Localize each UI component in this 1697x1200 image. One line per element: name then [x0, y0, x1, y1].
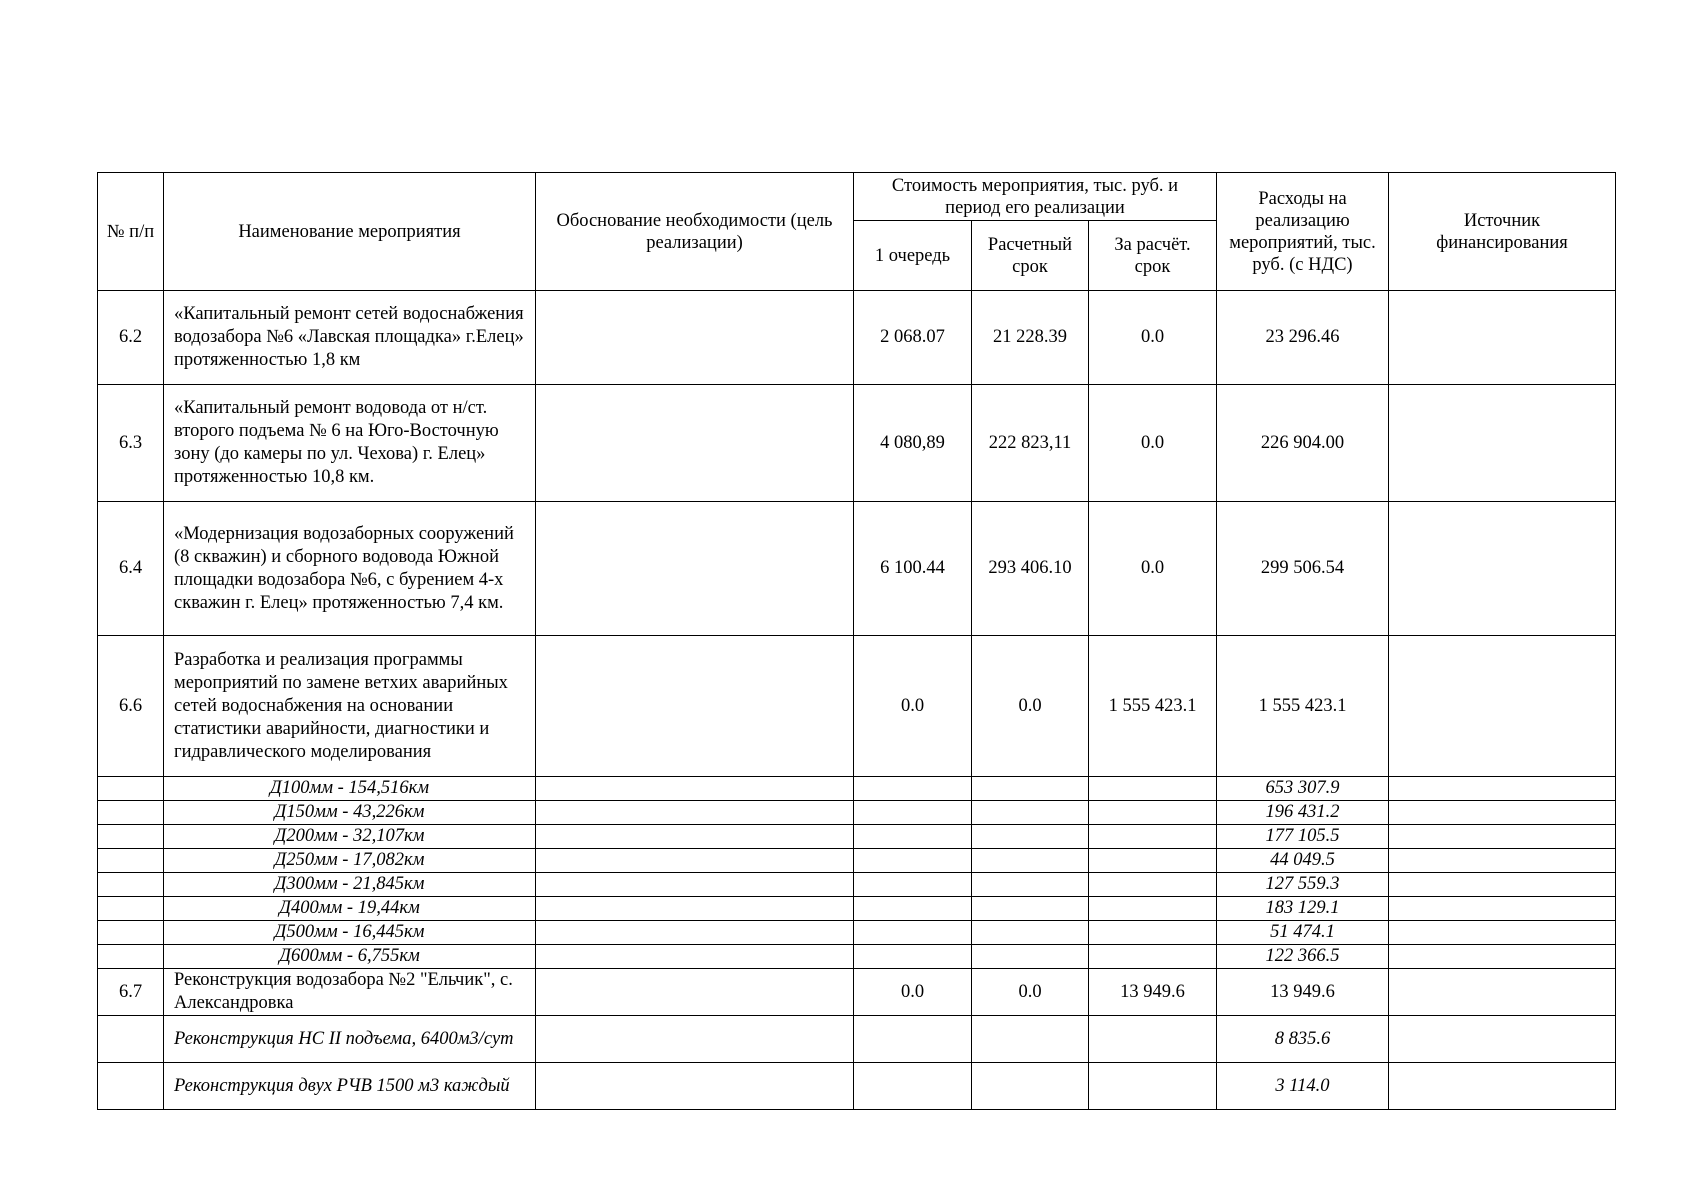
pipe-expenses: 44 049.5 [1217, 849, 1389, 873]
row-expenses: 23 296.46 [1217, 291, 1389, 385]
table-row [98, 291, 1616, 385]
row-beyond: 0.0 [1089, 385, 1217, 502]
pipe-expenses: 51 474.1 [1217, 921, 1389, 945]
row-source [1389, 291, 1616, 385]
table-row [98, 636, 1616, 777]
row-stage1: 4 080,89 [854, 385, 972, 502]
row-calc: 0.0 [972, 636, 1089, 777]
row-calc: 21 228.39 [972, 291, 1089, 385]
row-name: «Капитальный ремонт водовода от н/ст. второго подъема № 6 на Юго-Восточную зону (до камеры по ул. Чехова) г. Елец» протяженностью 10,8 км. [164, 385, 536, 502]
pipe-name: Д150мм - 43,226км [164, 801, 536, 825]
row-justification [536, 291, 854, 385]
header-calc: Расчетный срок [972, 221, 1089, 291]
pipe-row [98, 945, 1616, 969]
pipe-row [98, 921, 1616, 945]
row-expenses: 226 904.00 [1217, 385, 1389, 502]
pipe-name: Д250мм - 17,082км [164, 849, 536, 873]
subitem-row [98, 1063, 1616, 1110]
subitem-name: Реконструкция двух РЧВ 1500 м3 каждый [164, 1063, 536, 1110]
row-expenses: 1 555 423.1 [1217, 636, 1389, 777]
table-row [98, 502, 1616, 636]
measures-table [97, 172, 1616, 1110]
header-source: Источник финансирования [1389, 173, 1616, 291]
header-expenses: Расходы на реализацию мероприятий, тыс. руб. (с НДС) [1217, 173, 1389, 291]
row-justification [536, 969, 854, 1016]
subitem-row [98, 1016, 1616, 1063]
pipe-expenses: 653 307.9 [1217, 777, 1389, 801]
table-row [98, 969, 1616, 1016]
row-expenses: 13 949.6 [1217, 969, 1389, 1016]
header-row [98, 173, 1616, 221]
pipe-name: Д200мм - 32,107км [164, 825, 536, 849]
pipe-name: Д500мм - 16,445км [164, 921, 536, 945]
row-justification [536, 385, 854, 502]
header-cost-group: Стоимость мероприятия, тыс. руб. и период его реализации [854, 173, 1217, 221]
row-stage1: 0.0 [854, 969, 972, 1016]
row-num: 6.3 [98, 385, 164, 502]
row-stage1: 2 068.07 [854, 291, 972, 385]
pipe-expenses: 183 129.1 [1217, 897, 1389, 921]
subitem-expenses: 3 114.0 [1217, 1063, 1389, 1110]
row-num: 6.7 [98, 969, 164, 1016]
pipe-expenses: 177 105.5 [1217, 825, 1389, 849]
row-stage1: 6 100.44 [854, 502, 972, 636]
header-justification: Обоснование необходимости (цель реализации) [536, 173, 854, 291]
row-name: Разработка и реализация программы мероприятий по замене ветхих аварийных сетей водоснабжения на основании статистики аварийности, диагностики и гидравлического моделирования [164, 636, 536, 777]
row-beyond: 13 949.6 [1089, 969, 1217, 1016]
row-source [1389, 385, 1616, 502]
header-stage1: 1 очередь [854, 221, 972, 291]
pipe-row [98, 897, 1616, 921]
pipe-name: Д100мм - 154,516км [164, 777, 536, 801]
pipe-row [98, 849, 1616, 873]
subitem-name: Реконструкция НС II подъема, 6400м3/сут [164, 1016, 536, 1063]
pipe-row [98, 873, 1616, 897]
row-beyond: 0.0 [1089, 291, 1217, 385]
pipe-expenses: 196 431.2 [1217, 801, 1389, 825]
subitem-expenses: 8 835.6 [1217, 1016, 1389, 1063]
header-num: № п/п [98, 173, 164, 291]
pipe-name: Д300мм - 21,845км [164, 873, 536, 897]
pipe-row [98, 777, 1616, 801]
row-calc: 222 823,11 [972, 385, 1089, 502]
row-beyond: 0.0 [1089, 502, 1217, 636]
row-num: 6.6 [98, 636, 164, 777]
row-calc: 0.0 [972, 969, 1089, 1016]
row-source [1389, 502, 1616, 636]
table-row [98, 385, 1616, 502]
row-expenses: 299 506.54 [1217, 502, 1389, 636]
pipe-expenses: 122 366.5 [1217, 945, 1389, 969]
row-calc: 293 406.10 [972, 502, 1089, 636]
pipe-row [98, 801, 1616, 825]
row-justification [536, 636, 854, 777]
row-num: 6.4 [98, 502, 164, 636]
pipe-name: Д600мм - 6,755км [164, 945, 536, 969]
pipe-expenses: 127 559.3 [1217, 873, 1389, 897]
row-beyond: 1 555 423.1 [1089, 636, 1217, 777]
row-source [1389, 636, 1616, 777]
pipe-row [98, 825, 1616, 849]
header-name: Наименование мероприятия [164, 173, 536, 291]
row-num: 6.2 [98, 291, 164, 385]
row-justification [536, 502, 854, 636]
pipe-name: Д400мм - 19,44км [164, 897, 536, 921]
row-name: Реконструкция водозабора №2 "Ельчик", с. Александровка [164, 969, 536, 1016]
row-source [1389, 969, 1616, 1016]
header-beyond: За расчёт. срок [1089, 221, 1217, 291]
row-stage1: 0.0 [854, 636, 972, 777]
row-name: «Капитальный ремонт сетей водоснабжения водозабора №6 «Лавская площадка» г.Елец» протяженностью 1,8 км [164, 291, 536, 385]
row-name: «Модернизация водозаборных сооружений (8 скважин) и сборного водовода Южной площадки водозабора №6, с бурением 4-х скважин г. Елец» протяженностью 7,4 км. [164, 502, 536, 636]
